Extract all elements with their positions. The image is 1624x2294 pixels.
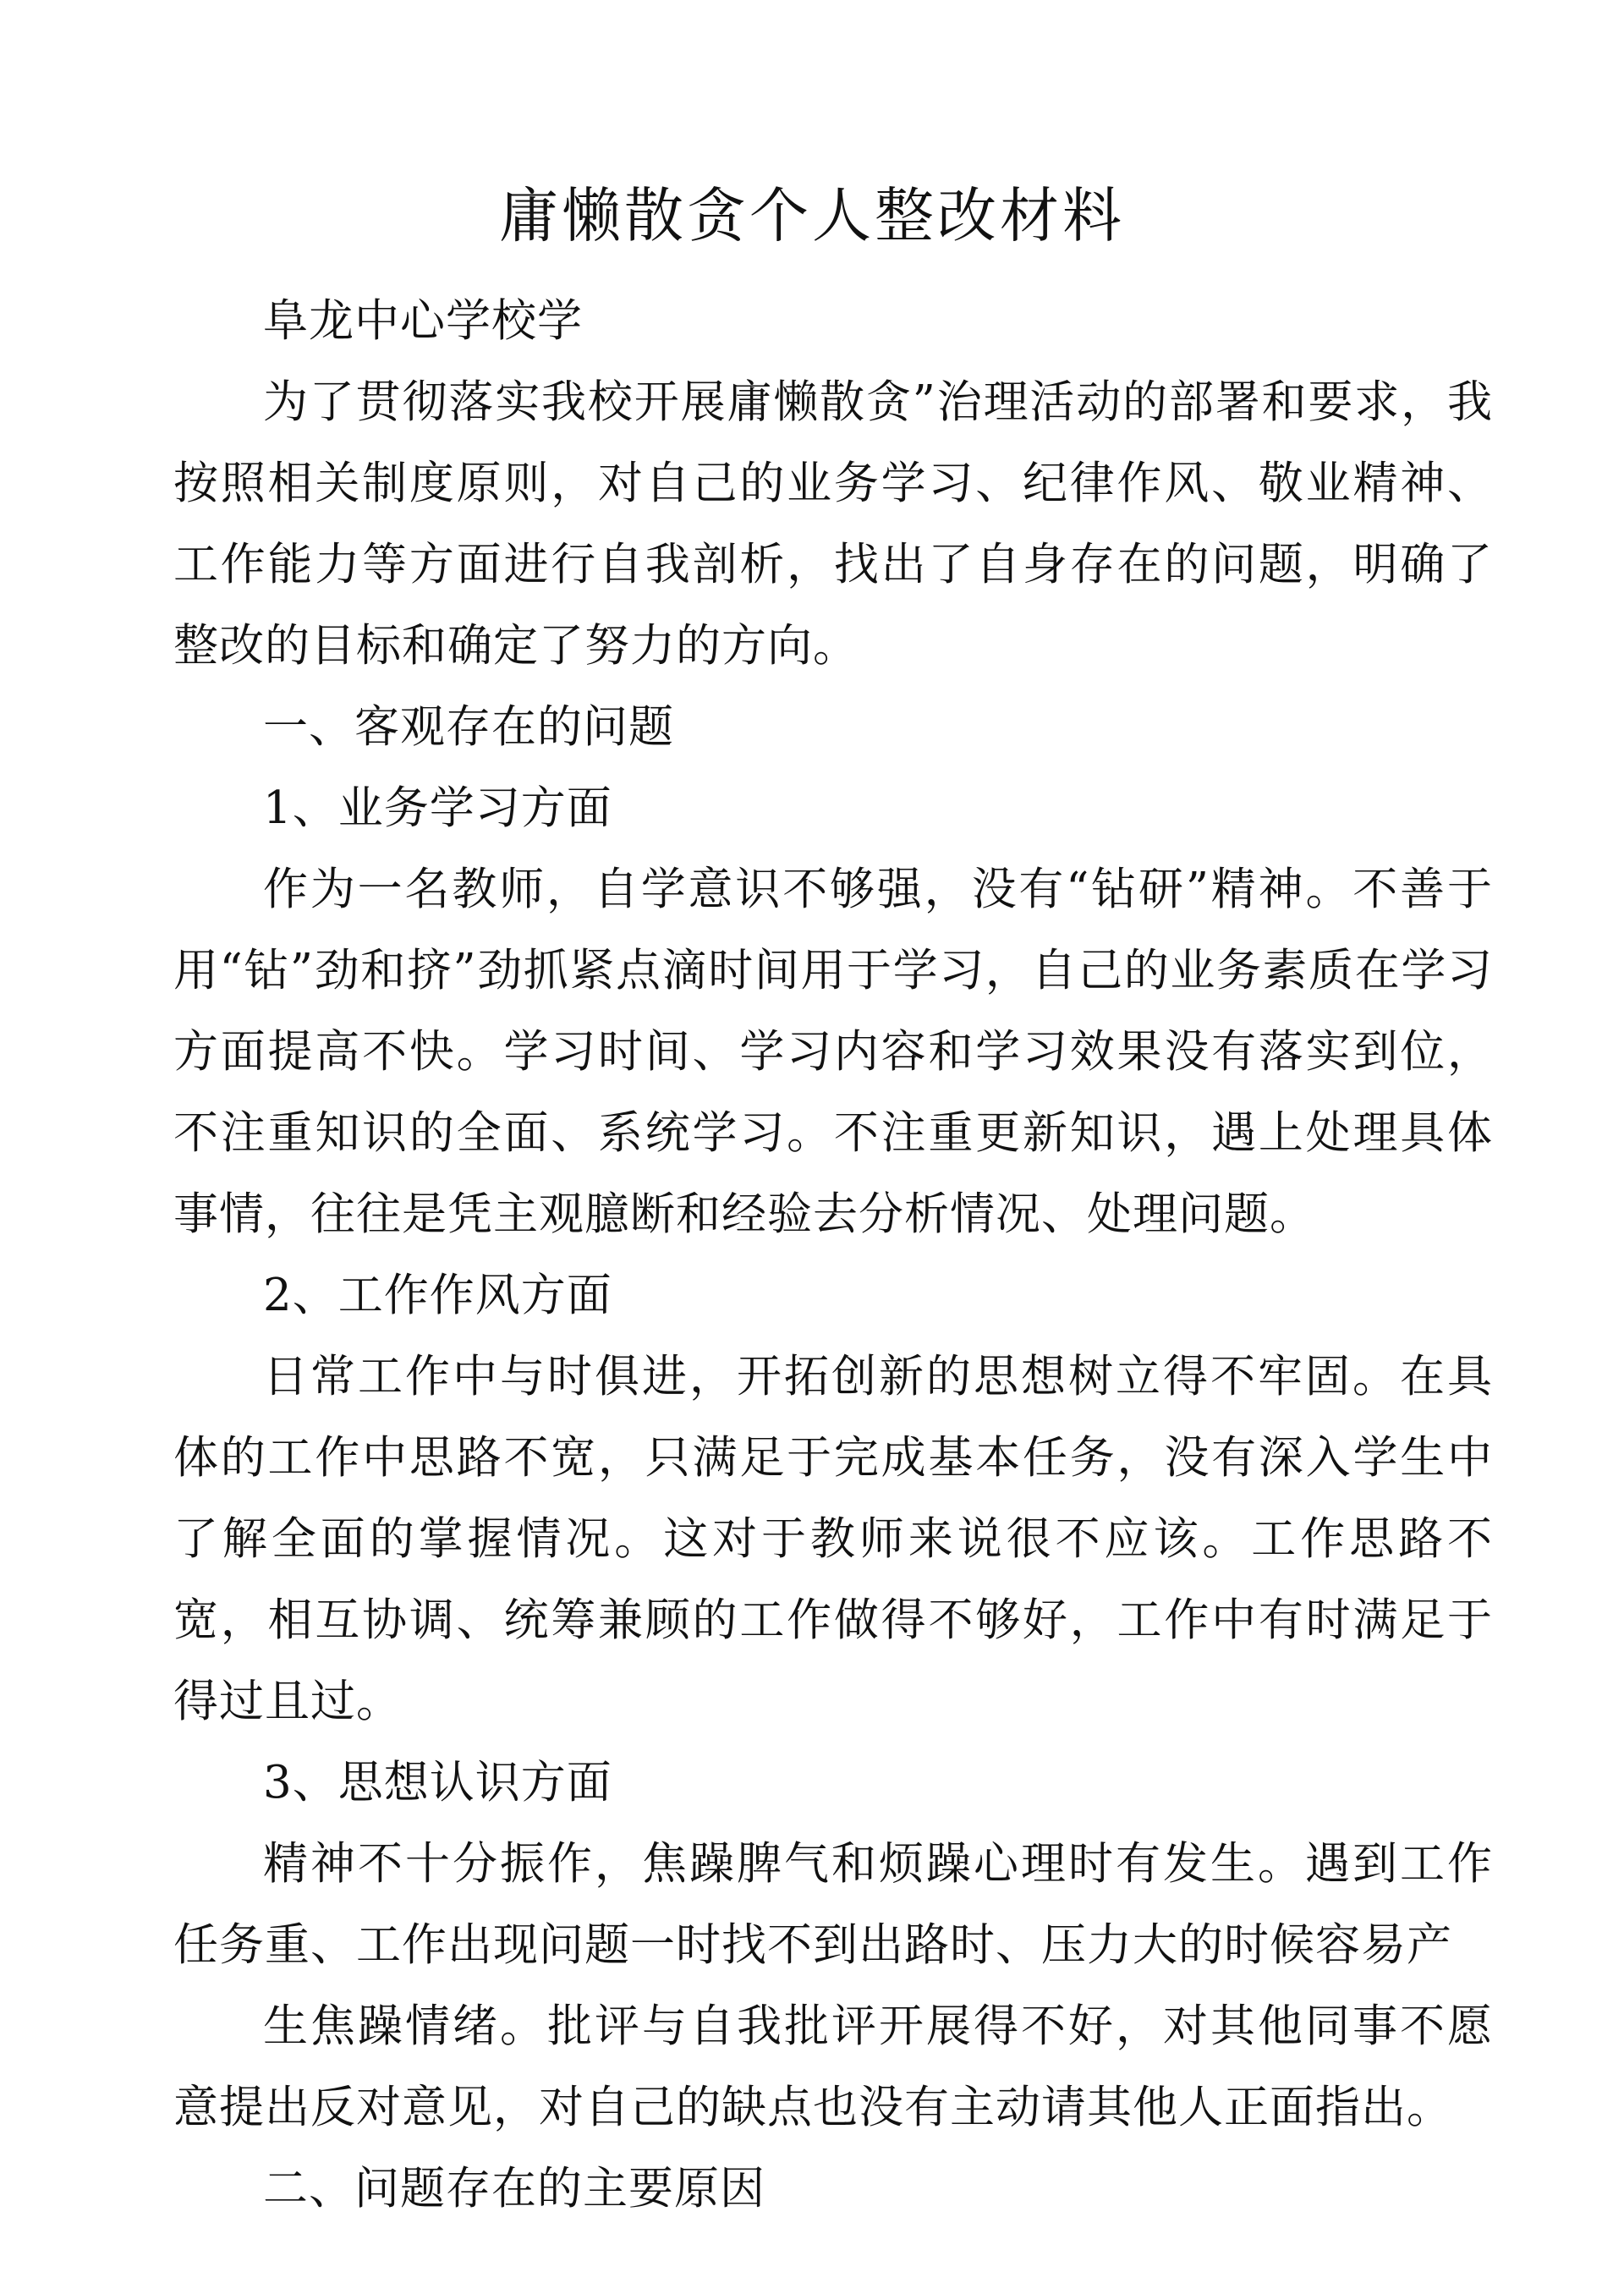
paragraph-thinking-2: 生焦躁情绪。批评与自我批评开展得不好，对其他同事不愿意提出反对意见，对自己的缺点也没有主动请其他人正面指出。 [173, 2000, 1493, 2133]
document-title: 庸懒散贪个人整改材料 [499, 181, 1125, 250]
heading-subsection-3: 3、思想认识方面 [263, 1757, 612, 1808]
heading-section-2: 二、问题存在的主要原因 [263, 2163, 765, 2214]
heading-subsection-2: 2、工作作风方面 [263, 1270, 612, 1321]
heading-section-1: 一、客观存在的问题 [263, 701, 674, 753]
document-body [173, 281, 1493, 2230]
paragraph-school-name: 阜龙中心学校学 [263, 295, 583, 347]
paragraph-study: 作为一名教师，自学意识不够强，没有“钻研”精神。不善于用“钻”劲和挤”劲抓紧点滴时间用于学习，自己的业务素质在学习方面提高不快。学习时间、学习内容和学习效果没有落实到位，不注重知识的全面、系统学习。不注重更新知识，遇上处理具体事情，往往是凭主观臆断和经验去分析情况、处理问题。 [173, 864, 1493, 1240]
paragraph-intro: 为了贯彻落实我校开展庸懒散贪”治理活动的部署和要求，我按照相关制度原则，对自己的业务学习、纪律作风、敬业精神、工作能力等方面进行自我剖析，找出了自身存在的问题，明确了整改的目标和确定了努力的方向。 [173, 376, 1493, 672]
heading-subsection-1: 1、业务学习方面 [263, 782, 612, 834]
paragraph-work-style: 日常工作中与时俱进，开拓创新的思想树立得不牢固。在具体的工作中思路不宽，只满足于完成基本任务，没有深入学生中了解全面的掌握情况。这对于教师来说很不应该。工作思路不宽，相互协调、统筹兼顾的工作做得不够好，工作中有时满足于得过且过。 [173, 1351, 1493, 1727]
paragraph-thinking-1: 精神不十分振作，焦躁脾气和烦躁心理时有发生。遇到工作任务重、工作出现问题一时找不到出路时、压力大的时候容易产 [173, 1838, 1493, 1971]
